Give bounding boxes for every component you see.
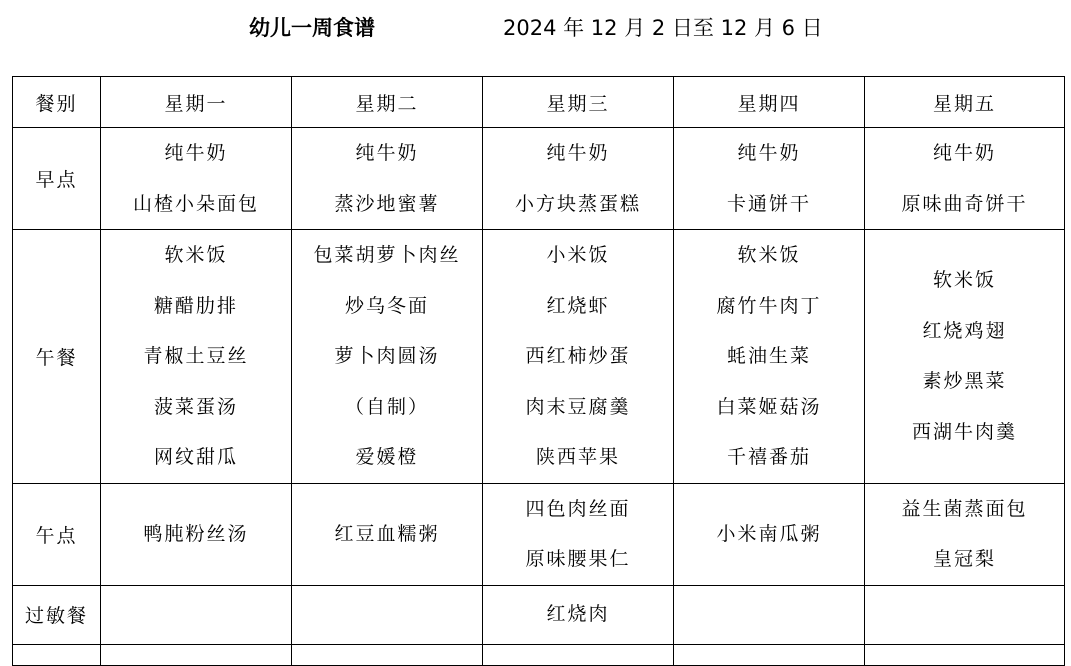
dish-item: 皇冠梨 <box>932 548 996 570</box>
menu-cell <box>674 128 865 230</box>
dish-item: 蚝油生菜 <box>726 345 811 367</box>
empty-cell <box>13 644 101 665</box>
menu-cell <box>101 483 292 585</box>
dish-item: 纯牛奶 <box>932 142 996 164</box>
menu-cell <box>483 585 674 644</box>
dish-item: 红烧肉 <box>546 603 610 626</box>
day-header: 星期三 <box>546 92 610 115</box>
empty-cell <box>483 644 674 665</box>
day-header: 星期二 <box>355 92 419 115</box>
meal-label: 午餐 <box>35 346 78 369</box>
dish-item: 四色肉丝面 <box>525 497 631 520</box>
meal-row <box>13 585 1065 644</box>
menu-cell <box>865 230 1065 484</box>
dish-item: 纯牛奶 <box>546 142 610 164</box>
day-header-cell <box>865 77 1065 128</box>
dish-item: 红烧鸡翅 <box>922 319 1007 342</box>
menu-cell <box>674 230 865 484</box>
meal-label-cell <box>13 483 101 585</box>
dish-item: 爱媛橙 <box>355 446 419 468</box>
menu-cell <box>674 483 865 585</box>
empty-cell <box>865 644 1065 665</box>
meal-row <box>13 483 1065 585</box>
table-row-partial <box>13 644 1065 665</box>
menu-cell <box>483 483 674 585</box>
meal-label: 午点 <box>35 524 78 547</box>
dish-item: 红豆血糯粥 <box>334 522 440 545</box>
dish-item: 白菜姬菇汤 <box>716 395 822 418</box>
dish-item: 小方块蒸蛋糕 <box>514 192 641 215</box>
day-header-cell <box>674 77 865 128</box>
day-header: 星期四 <box>737 92 801 115</box>
meal-label: 过敏餐 <box>24 605 88 627</box>
dish-item: 卡通饼干 <box>726 192 811 215</box>
dish-item: 炒乌冬面 <box>344 294 429 317</box>
dish-item: （自制） <box>344 395 429 418</box>
dish-item: 西湖牛肉羹 <box>911 420 1017 443</box>
menu-cell <box>292 585 483 644</box>
dish-item: 原味腰果仁 <box>525 548 631 570</box>
weekly-menu-table <box>12 76 1065 666</box>
meal-label-cell <box>13 585 101 644</box>
meal-label-cell <box>13 230 101 484</box>
page-header <box>0 12 1071 44</box>
dish-item: 软米饭 <box>737 244 801 266</box>
dish-item: 腐竹牛肉丁 <box>716 294 822 317</box>
menu-cell <box>101 128 292 230</box>
menu-cell <box>101 230 292 484</box>
dish-item: 包菜胡萝卜肉丝 <box>313 244 461 266</box>
dish-item: 纯牛奶 <box>355 142 419 164</box>
dish-item: 原味曲奇饼干 <box>901 192 1028 215</box>
meal-label-cell <box>13 128 101 230</box>
day-header-cell <box>292 77 483 128</box>
menu-cell <box>292 483 483 585</box>
meal-type-header: 餐别 <box>35 92 78 115</box>
day-header-cell <box>101 77 292 128</box>
dish-item: 青椒土豆丝 <box>143 345 249 367</box>
empty-cell <box>292 644 483 665</box>
dish-item: 软米饭 <box>164 244 228 266</box>
day-header-cell <box>483 77 674 128</box>
empty-cell <box>674 644 865 665</box>
dish-item: 山楂小朵面包 <box>132 192 259 215</box>
dish-item: 纯牛奶 <box>164 142 228 164</box>
dish-item: 菠菜蛋汤 <box>153 395 238 418</box>
dish-item: 西红柿炒蛋 <box>525 345 631 367</box>
dish-item: 小米南瓜粥 <box>716 522 822 545</box>
menu-cell <box>865 128 1065 230</box>
menu-cell <box>674 585 865 644</box>
date-range: 2024 年 12 月 2 日至 12 月 6 日 <box>503 16 823 40</box>
dish-item: 素炒黑菜 <box>922 370 1007 393</box>
menu-cell <box>865 483 1065 585</box>
empty-cell <box>101 644 292 665</box>
day-header: 星期一 <box>164 92 228 115</box>
day-header: 星期五 <box>932 92 996 115</box>
header-label-cell <box>13 77 101 128</box>
dish-item: 纯牛奶 <box>737 142 801 164</box>
dish-item: 萝卜肉圆汤 <box>334 345 440 367</box>
meal-label: 早点 <box>35 169 78 191</box>
dish-item: 陕西苹果 <box>535 446 620 468</box>
menu-cell <box>292 128 483 230</box>
page-title: 幼儿一周食谱 <box>249 16 375 40</box>
dish-item: 糖醋肋排 <box>153 294 238 317</box>
meal-row <box>13 230 1065 484</box>
dish-item: 小米饭 <box>546 244 610 266</box>
menu-cell <box>101 585 292 644</box>
dish-item: 千禧番茄 <box>726 446 811 468</box>
menu-cell <box>483 128 674 230</box>
dish-item: 网纹甜瓜 <box>153 446 238 468</box>
dish-item: 鸭肫粉丝汤 <box>143 522 249 545</box>
menu-cell <box>865 585 1065 644</box>
dish-item: 肉末豆腐羹 <box>525 395 631 418</box>
dish-item: 益生菌蒸面包 <box>901 497 1028 520</box>
menu-cell <box>292 230 483 484</box>
header-row <box>13 77 1065 128</box>
menu-cell <box>483 230 674 484</box>
dish-item: 红烧虾 <box>546 294 610 317</box>
meal-row <box>13 128 1065 230</box>
dish-item: 蒸沙地蜜薯 <box>334 192 440 215</box>
dish-item: 软米饭 <box>932 269 996 292</box>
